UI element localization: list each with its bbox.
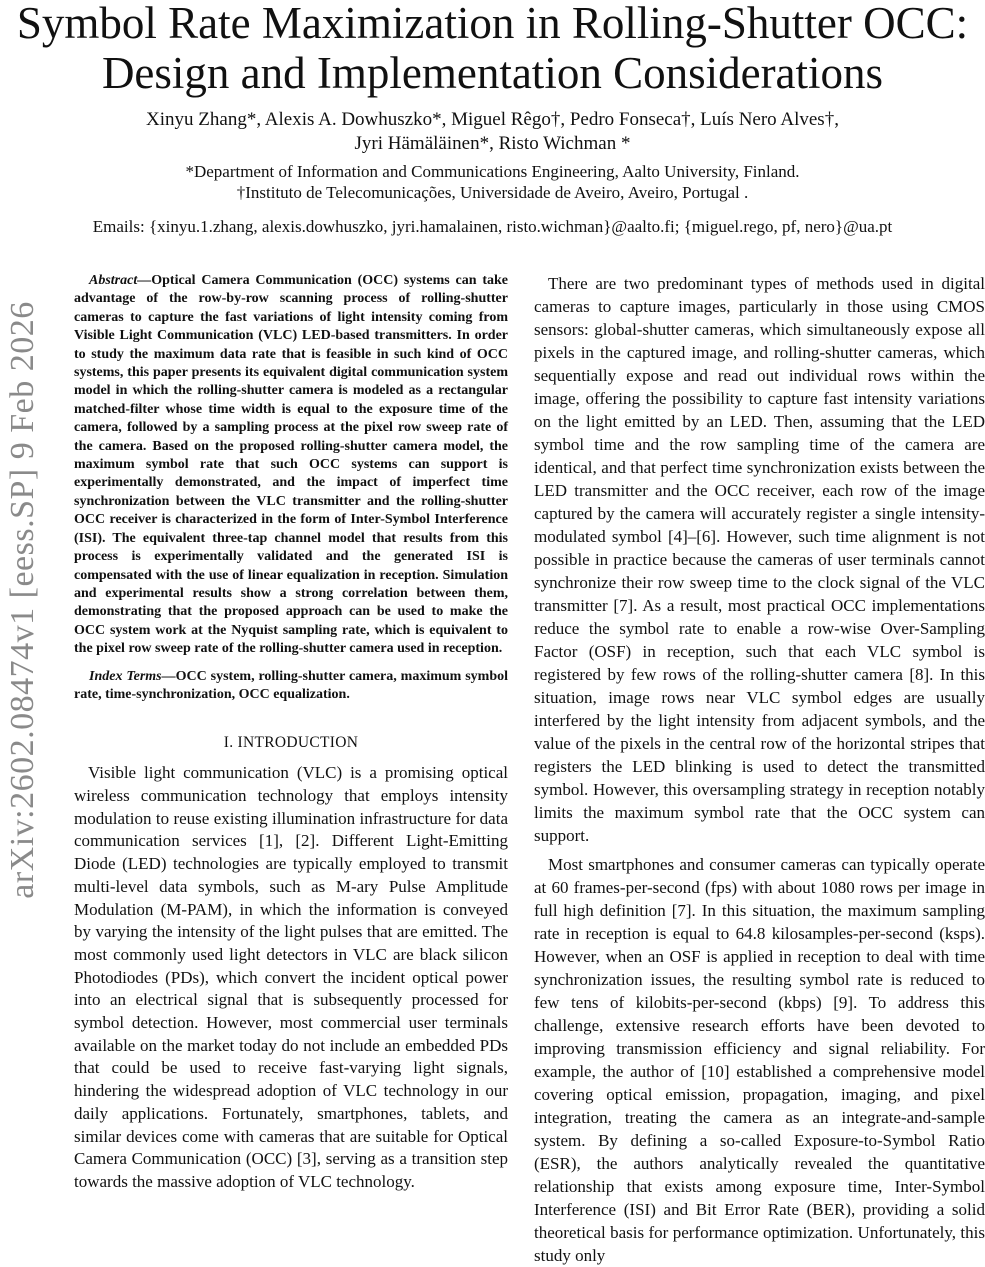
- affiliation-aalto: *Department of Information and Communications Engineering, Aalto University, Finland.: [185, 162, 800, 181]
- index-terms: [74, 668, 508, 705]
- affiliation-aveiro: †Instituto de Telecomunicações, Universidade de Aveiro, Aveiro, Portugal .: [236, 183, 749, 202]
- title-line-1: Symbol Rate Maximization in Rolling-Shutter OCC:: [16, 0, 969, 48]
- authors-line-1: Xinyu Zhang*, Alexis A. Dowhuszko*, Miguel Rêgo†, Pedro Fonseca†, Luís Nero Alves†,: [146, 109, 839, 130]
- intro-paragraph-1: Visible light communication (VLC) is a promising optical wireless communication technology that employs intensity modulation to reuse existing illumination infrastructure for data communication services [1], [2]. Different Light-Emitting Diode (LED) technologies are typically employed to transmit multi-level data symbols, such as M-ary Pulse Amplitude Modulation (M-PAM), in which the information is conveyed by varying the intensity of the light pulses that are emitted. The most commonly used light detectors in VLC are black silicon Photodiodes (PDs), which convert the incident optical power into an electrical signal that is subsequently processed for symbol detection. However, most commercial user terminals available on the market today do not include an embedded PDs that could be used to receive fast-varying light signals, hindering the widespread adoption of VLC technology in our daily applications. Fortunately, smartphones, tablets, and similar devices come with cameras that are suitable for Optical Camera Communication (OCC) [3], serving as a transition step towards the massive adoption of VLC technology.: [74, 763, 508, 1191]
- abstract-label: Abstract—: [89, 273, 152, 288]
- left-column: [74, 272, 508, 1194]
- arxiv-identifier-stamp: arXiv:2602.08474v1 [eess.SP] 9 Feb 2026: [4, 301, 41, 899]
- paper-title: [0, 0, 985, 98]
- abstract-text: Optical Camera Communication (OCC) systems can take advantage of the row-by-row scanning process of rolling-shutter cameras to capture the fast variations of light intensity coming from Visible Light Communication (VLC) LED-based transmitters. In order to study the maximum data rate that is feasible in such kind of OCC systems, this paper presents its equivalent digital communication system model in which the rolling-shutter camera is modeled as a rectangular matched-filter whose time width is equal to the exposure time of the camera, followed by a sampling process at the pixel row sweep rate of the camera. Based on the proposed rolling-shutter camera model, the maximum symbol rate that such OCC systems can support is experimentally demonstrated, and the impact of imperfect time synchronization between the VLC transmitter and the rolling-shutter OCC receiver is characterized in the form of Inter-Symbol Interference (ISI). The equivalent three-tap channel model that results from this process is experimentally validated and the generated ISI is compensated with the use of linear equalization in reception. Simulation and experimental results show a strong correlation between them, demonstrating that the proposed approach can be used to make the OCC system work at the Nyquist sampling rate, which is equivalent to the pixel row sweep rate of the rolling-shutter camera used in reception.: [74, 273, 508, 657]
- intro-paragraph-2: There are two predominant types of methods used in digital cameras to capture images, particularly in those using CMOS sensors: global-shutter cameras, which simultaneously expose all pixels in the captured image, and rolling-shutter cameras, which sequentially expose and read out individual rows within the image, offering the possibility to capture fast intensity variations on the light emitted by an LED. Then, assuming that the LED symbol time and the row sampling time of the camera are identical, and that perfect time synchronization exists between the LED transmitter and the OCC receiver, each row of the image captured by the camera will accurately register a single intensity-modulated symbol [4]–[6]. However, such time alignment is not possible in practice because the cameras of user terminals cannot synchronize their row sweep time to the clock signal of the VLC transmitter [7]. As a result, most practical OCC implementations reduce the symbol rate to enable a row-wise Over-Sampling Factor (OSF) in reception, such that each VLC symbol is registered by few rows of the rolling-shutter camera [8]. In this situation, image rows near VLC symbol edges are usually interfered by the light intensity from adjacent symbols, and the value of the pixels in the central row of the horizontal stripes that registers the LED blinking is used to detect the transmitted symbol. However, this oversampling strategy in reception notably limits the maximum symbol rate that the OCC system can support.: [534, 274, 985, 845]
- right-column: [534, 272, 985, 1267]
- index-terms-label: Index Terms—: [89, 668, 176, 684]
- intro-paragraph-3: Most smartphones and consumer cameras can typically operate at 60 frames-per-second (fps) with about 1080 rows per image in full high definition [7]. In this situation, the maximum sampling rate in reception is equal to 64.8 kilosamples-per-second (ksps). However, when an OSF is applied in reception to deal with time synchronization issues, the resulting symbol rate is reduced to few tens of kilobits-per-second (kbps) [9]. To address this challenge, extensive research efforts have been devoted to improving transmission efficiency and signal reliability. For example, the author of [10] established a comprehensive model covering optical emission, propagation, imaging, and pixel integration, treating the camera as an integrate-and-sample system. By defining a so-called Exposure-to-Symbol Ratio (ESR), the authors analytically revealed the quantitative relationship that exists among exposure time, Inter-Symbol Interference (ISI) and Bit Error Rate (BER), providing a solid theoretical basis for performance optimization. Unfortunately, this study only: [534, 855, 985, 1265]
- index-terms-text: OCC system, rolling-shutter camera, maximum symbol rate, time-synchronization, OCC equalization.: [74, 668, 508, 702]
- title-line-2: Design and Implementation Considerations: [101, 48, 884, 98]
- abstract: [74, 272, 508, 659]
- section-heading-introduction: I. INTRODUCTION: [223, 734, 359, 752]
- author-emails: Emails: {xinyu.1.zhang, alexis.dowhuszko, jyri.hamalainen, risto.wichman}@aalto.fi; {miguel.rego, pf, nero}@ua.pt: [92, 217, 893, 236]
- authors-line-2: Jyri Hämäläinen*, Risto Wichman *: [354, 133, 631, 154]
